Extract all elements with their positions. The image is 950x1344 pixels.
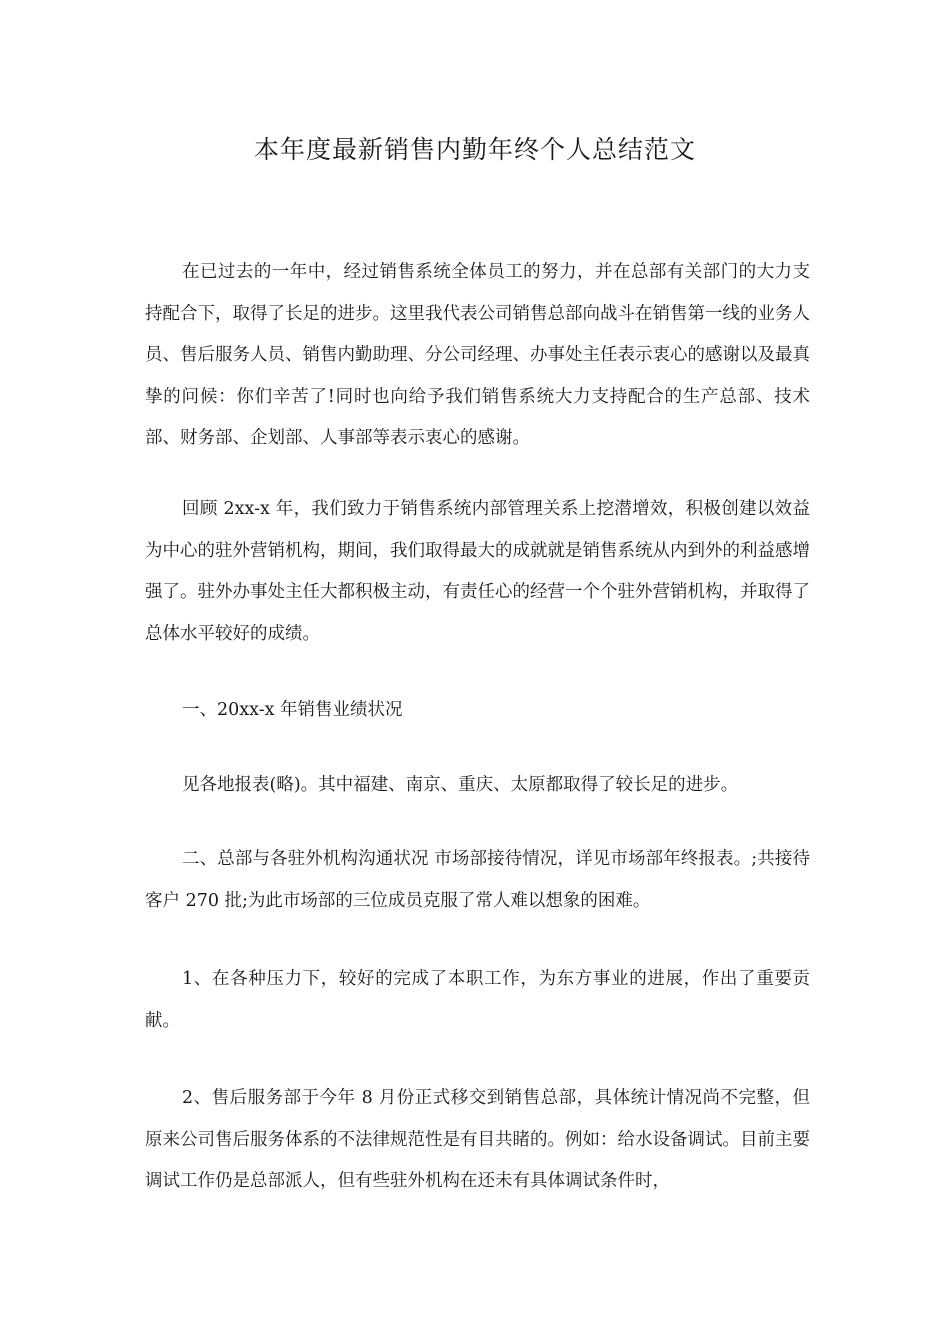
section-heading-sales-performance: 一、20xx-x 年销售业绩状况 — [182, 700, 403, 720]
paragraph-intro: 在已过去的一年中，经过销售系统全体员工的努力，并在总部有关部门的大力支持配合下，取得了长足的进步。这里我代表公司销售总部向战斗在销售第一线的业务人员、售后服务人员、销售内勤助理、分公司经理、办事处主任表示衷心的感谢以及最真挚的问候：你们辛苦了!同时也向给予我们销售系统大力支持配合的生产总部、技术部、财务部、企划部、人事部等表示衷心的感谢。 — [145, 262, 810, 448]
paragraph-review: 回顾 2xx-x 年，我们致力于销售系统内部管理关系上挖潜增效，积极创建以效益为中心的驻外营销机构，期间，我们取得最大的成就就是销售系统从内到外的利益感增强了。驻外办事处主任大都积极主动，有责任心的经营一个个驻外营销机构，并取得了总体水平较好的成绩。 — [145, 499, 810, 644]
paragraph-item-1: 1、在各种压力下，较好的完成了本职工作，为东方事业的进展，作出了重要贡献。 — [145, 969, 810, 1031]
section-heading-communication: 二、总部与各驻外机构沟通状况 市场部接待情况，详见市场部年终报表。;共接待客户 270 批;为此市场部的三位成员克服了常人难以想象的困难。 — [145, 849, 810, 911]
document-title: 本年度最新销售内勤年终个人总结范文 — [253, 135, 696, 164]
paragraph-regional-reports: 见各地报表(略)。其中福建、南京、重庆、太原都取得了较长足的进步。 — [182, 775, 739, 795]
paragraph-item-2: 2、售后服务部于今年 8 月份正式移交到销售总部，具体统计情况尚不完整，但原来公司售后服务体系的不法律规范性是有目共睹的。例如：给水设备调试。目前主要调试工作仍是总部派人，但有些驻外机构在还未有具体调试条件时， — [145, 1088, 810, 1191]
